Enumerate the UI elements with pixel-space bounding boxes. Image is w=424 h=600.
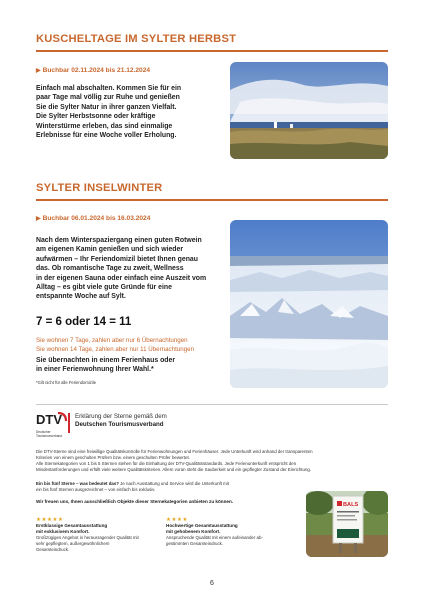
footnote: *Gilt nicht für alle Feriendomizile [36, 380, 97, 385]
offer-statement: Wir freuen uns, Ihnen ausschließlich Objekte dieser Sternekategorien anbieten zu können. [36, 499, 234, 504]
winter-beach-photo [230, 220, 388, 388]
booking-period: ▶ Buchbar 02.11.2024 bis 21.12.2024 [36, 67, 151, 74]
section-text-winter: Nach dem Winterspaziergang einen guten Rotwein am eigenen Kamin genießen und sich wieder aufwärmen – Ihr Feriendomizil bietet Ihnen genau das. Ob romantische Tage zu zweit, Wellness in der eigenen Sauna oder einfach eine Auszeit vom Alltag – es gibt viele gute Gründe für eine entspannte Woche auf Sylt. [36, 237, 207, 301]
dtv-explanation: Die DTV-Sterne sind eine freiwillige Qualitätskontrolle für Ferienwohnungen und Ferienhäuser. Jede Unterkunft wird anhand der transparenten Kriterien von einem geschulten Prüfern bzw. einem geschulten Prüfer bewertet. Alle Sternekategorien von 1 bis 5 Sternen stehen für die Einhaltung der DTV-Qualitätsstandards. Jede Ferienunterkunft entspricht den Mindestanforderungen und erfüllt viele weitere Qualitätskriterien. Allem voran steht die Sauberkeit und ein gepflegter Zustand der Einrichtung. [36, 449, 313, 472]
star-rating-icon: ★★★★ [166, 517, 189, 523]
dtv-sign-photo [306, 491, 388, 557]
offer-closing-text: Sie übernachten in einem Ferienhaus oder in einer Ferienwohnung Ihrer Wahl.* [36, 357, 175, 374]
offer-14-days: Sie wohnen 14 Tage, zahlen aber nur 11 Übernachtungen [36, 346, 195, 353]
section-text-autumn: Einfach mal abschalten. Kommen Sie für ein paar Tage mal völlig zur Ruhe und genießen Sie die Sylter Natur in ihrer ganzen Vielfalt. Die Sylter Herbstsonne oder kräftige Winterstürme erleben, das sind einmalige Erlebnisse für eine Woche voller Erholung. [36, 85, 182, 140]
section-divider [36, 199, 388, 201]
dtv-logo [36, 412, 70, 444]
dtv-heading: Erklärung der Sterne gemäß dem Deutschen Tourismusverband [75, 413, 167, 428]
booking-period: ▶ Buchbar 06.01.2024 bis 16.03.2024 [36, 215, 151, 222]
section-divider [36, 50, 388, 52]
dtv-logo-subtitle: Deutscher Tourismusverband [36, 430, 63, 438]
stars-question: Ein bis fünf Sterne – was bedeutet das? Je nach Ausstattung und Service wird die Unterkunft mit ein bis fünf Sternen ausgezeichnet – von einfach bis exklusiv. [36, 481, 230, 492]
section-title-winter: SYLTER INSELWINTER [36, 182, 163, 194]
sign-brand: BALS [343, 502, 359, 508]
offer-7-days: Sie wohnen 7 Tage, zahlen aber nur 6 Übernachtungen [36, 337, 188, 344]
page-number: 6 [210, 580, 214, 587]
offer-formula: 7 = 6 oder 14 = 11 [36, 316, 132, 328]
autumn-coast-photo [230, 62, 388, 159]
red-accent-bar [68, 413, 70, 433]
five-star-block: ★★★★★ Erstklassige Gesamtausstattung mit exklusivem Komfort. Großzügiges Angebot in herausragender Qualität mit sehr gepflegtem, außergewöhnlichem Gesamteindruck. [36, 517, 154, 553]
section-divider [36, 404, 388, 405]
section-title-autumn: KUSCHELTAGE IM SYLTER HERBST [36, 33, 237, 45]
triangle-icon: ▶ [36, 68, 41, 74]
triangle-icon: ▶ [36, 216, 41, 222]
dtv-logo-mark [36, 412, 70, 426]
star-rating-icon: ★★★★★ [36, 517, 64, 523]
four-star-block: ★★★★ Hochwertige Gesamtausstattung mit gehobenem Komfort. Anspruchende Qualität mit einem aufeinander ab- gestimmten Gesamteindruck. [166, 517, 288, 547]
svg-text:DTV: DTV [36, 412, 62, 426]
